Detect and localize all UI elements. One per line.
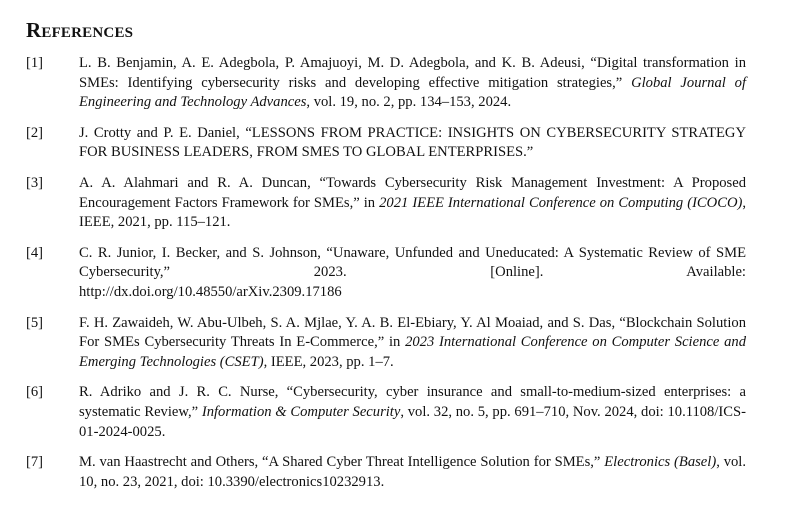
references-heading: References	[26, 18, 134, 42]
reference-text: R. Adriko and J. R. C. Nurse, “Cybersecurity, cyber insurance and small-to-medium-sized enterprises: a systematic Review,” Information & Computer Security, vol. 32, no. 5, pp. 691–710, Nov. 2024, doi: 10.1108/ICS-01-2024-0025.	[79, 384, 746, 440]
reference-item	[26, 314, 746, 373]
reference-text: J. Crotty and P. E. Daniel, “LESSONS FROM PRACTICE: INSIGHTS ON CYBERSECURITY STRATEGY FOR BUSINESS LEADERS, FROM SMES TO GLOBAL ENTERPRISES.”	[79, 124, 746, 161]
reference-item	[26, 453, 746, 492]
reference-venue: Electronics (Basel)	[604, 454, 717, 471]
reference-number: [3]	[26, 174, 44, 191]
reference-number: [6]	[26, 384, 44, 401]
reference-venue: 2023 International Conference on Computer Science and Emerging Technologies (CSET)	[79, 334, 746, 370]
reference-text: F. H. Zawaideh, W. Abu-Ulbeh, S. A. Mjlae, Y. A. B. El-Ebiary, Y. Al Moaiad, and S. Das, “Blockchain Solution For SMEs Cybersecurity Threats In E-Commerce,” in 2023 International Conference on Computer Science and Emerging Technologies (CSET), IEEE, 2023, pp. 1–7.	[79, 314, 746, 370]
reference-item	[26, 174, 746, 233]
reference-venue: 2021 IEEE International Conference on Computing (ICOCO)	[379, 194, 743, 211]
reference-url-link[interactable]: http://dx.doi.org/10.48550/arXiv.2309.17186	[79, 283, 342, 300]
reference-venue: Global Journal of Engineering and Technology Advances	[79, 74, 746, 111]
reference-text: L. B. Benjamin, A. E. Adegbola, P. Amajuoyi, M. D. Adegbola, and K. B. Adeusi, “Digital transformation in SMEs: Identifying cybersecurity risks and developing effective mitigation strategies,” Global Journal of Engineering and Technology Advances, vol. 19, no. 2, pp. 134–153, 2024.	[79, 55, 746, 111]
reference-number: [5]	[26, 314, 44, 331]
reference-number: [1]	[26, 55, 44, 71]
reference-text: C. R. Junior, I. Becker, and S. Johnson, “Unaware, Unfunded and Uneducated: A Systematic Review of SME Cybersecurity,” 2023. [Online]. Available: http://dx.doi.org/10.48550/arXiv.2309.17186	[79, 244, 746, 300]
reference-venue: Information & Computer Security	[201, 403, 401, 420]
reference-item	[26, 244, 746, 303]
reference-item	[26, 54, 746, 113]
reference-text: M. van Haastrecht and Others, “A Shared Cyber Threat Intelligence Solution for SMEs,” Electronics (Basel), vol. 10, no. 23, 2021, doi: 10.3390/electronics10232913.	[79, 454, 746, 490]
reference-item	[26, 383, 746, 442]
reference-text: A. A. Alahmari and R. A. Duncan, “Towards Cybersecurity Risk Management Investment: A Proposed Encouragement Factors Framework for SMEs,” in 2021 IEEE International Conference on Computing (ICOCO), IEEE, 2021, pp. 115–121.	[79, 174, 746, 231]
reference-number: [4]	[26, 244, 44, 261]
reference-item	[26, 124, 746, 163]
reference-list	[26, 54, 746, 503]
reference-number: [2]	[26, 124, 44, 141]
reference-number: [7]	[26, 454, 44, 471]
